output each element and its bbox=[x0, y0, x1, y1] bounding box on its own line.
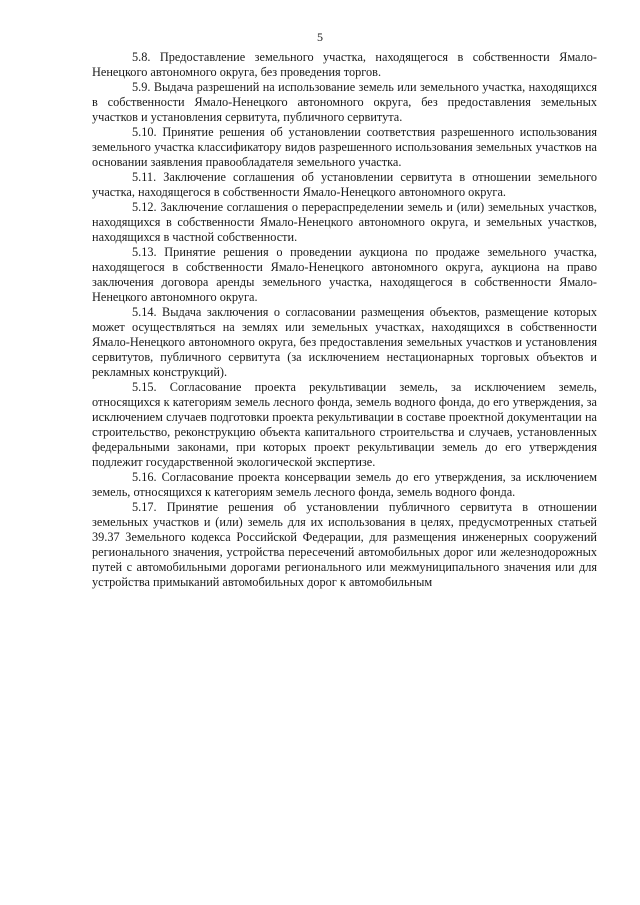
clause-5-12: 5.12. Заключение соглашения о перераспределении земель и (или) земельных участков, находящихся в собственности Ямало-Ненецкого автономного округа, и земельных участков, находящихся в частной собственности. bbox=[92, 200, 597, 244]
clause-5-15: 5.15. Согласование проекта рекультивации земель, за исключением земель, относящихся к категориям земель лесного фонда, земель водного фонда, до его утверждения, за исключением случаев подготовки проекта рекультивации в составе проектной документации на строительство, реконструкцию объекта капитального строительства и случаев, установленных федеральными законами, при которых проект рекультивации земель до его утверждения подлежит государственной экологической экспертизе. bbox=[92, 380, 597, 469]
clause-5-9: 5.9. Выдача разрешений на использование земель или земельного участка, находящихся в собственности Ямало-Ненецкого автономного округа, без предоставления земельных участков и установления сервитута, публичного сервитута. bbox=[92, 80, 597, 124]
clause-5-17: 5.17. Принятие решения об установлении публичного сервитута в отношении земельных участков и (или) земель для их использования в целях, предусмотренных статьей 39.37 Земельного кодекса Российской Федерации, для размещения инженерных сооружений регионального значения, устройства пересечений автомобильных дорог или железнодорожных путей с автомобильными дорогами регионального или межмуниципального значения или для устройства примыканий автомобильных дорог к автомобильным bbox=[92, 500, 597, 589]
document-body bbox=[92, 50, 597, 590]
clause-5-16: 5.16. Согласование проекта консервации земель до его утверждения, за исключением земель, относящихся к категориям земель лесного фонда, земель водного фонда. bbox=[92, 470, 597, 499]
clause-5-10: 5.10. Принятие решения об установлении соответствия разрешенного использования земельного участка классификатору видов разрешенного использования земельных участков на основании заявления правообладателя земельного участка. bbox=[92, 125, 597, 169]
clause-5-13: 5.13. Принятие решения о проведении аукциона по продаже земельного участка, находящегося в собственности Ямало-Ненецкого автономного округа, аукциона на право заключения договора аренды земельного участка, находящегося в собственности Ямало-Ненецкого автономного округа. bbox=[92, 245, 597, 304]
clause-5-14: 5.14. Выдача заключения о согласовании размещения объектов, размещение которых может осуществляться на землях или земельных участках, находящихся в собственности Ямало-Ненецкого автономного округа, без предоставления земельных участков и установления сервитутов, публичного сервитута (за исключением нестационарных торговых объектов и рекламных конструкций). bbox=[92, 305, 597, 379]
clause-5-11: 5.11. Заключение соглашения об установлении сервитута в отношении земельного участка, находящегося в собственности Ямало-Ненецкого автономного округа. bbox=[92, 170, 597, 199]
clause-5-8: 5.8. Предоставление земельного участка, находящегося в собственности Ямало-Ненецкого автономного округа, без проведения торгов. bbox=[92, 50, 597, 79]
page-number: 5 bbox=[317, 30, 323, 44]
